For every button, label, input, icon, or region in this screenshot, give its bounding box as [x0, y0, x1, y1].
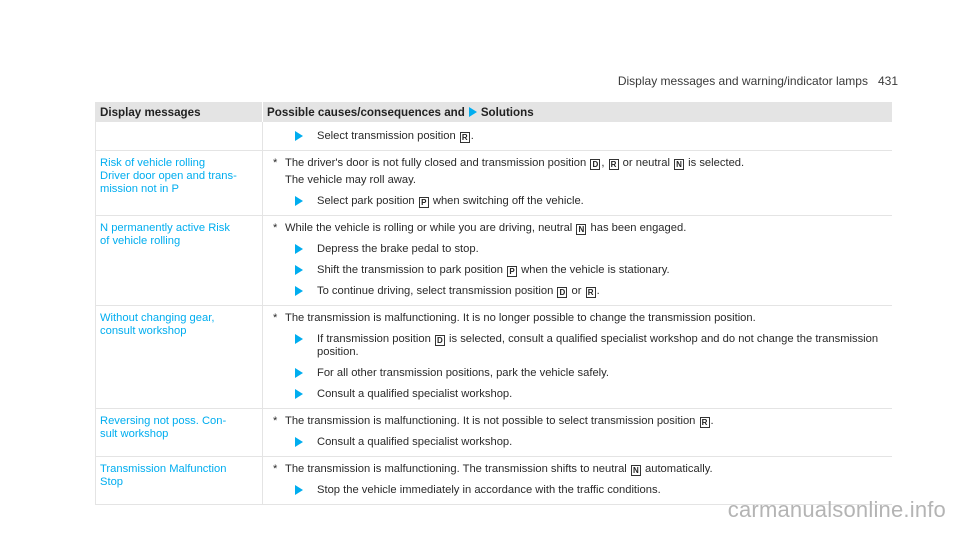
causes-solutions: [262, 409, 892, 456]
text-run: To continue driving, select transmission position: [317, 285, 557, 297]
text-run: The transmission is malfunctioning. The transmission shifts to neutral: [285, 463, 630, 475]
message-line: sult workshop: [100, 428, 169, 440]
display-message: [96, 122, 262, 150]
cause-text: [285, 312, 888, 325]
text-run: is selected, consult a qualified specialist workshop and do not change the transmission position.: [317, 333, 879, 358]
solution-text: [317, 436, 888, 449]
text-run: .: [470, 130, 474, 142]
text-run: Stop the vehicle immediately in accordance with the traffic conditions.: [317, 484, 661, 496]
cause-item: [267, 463, 888, 476]
message-line: of vehicle rolling: [100, 235, 181, 247]
solution-text: [317, 484, 888, 497]
message-line: mission not in P: [100, 183, 179, 195]
arrow-icon: [295, 437, 303, 447]
cause-text: [285, 222, 888, 235]
solution-item: [267, 333, 888, 359]
table-row: [96, 122, 892, 151]
text-run: Shift the transmission to park position: [317, 264, 507, 276]
causes-solutions: [262, 216, 892, 305]
arrow-icon: [295, 244, 303, 254]
table-row: [96, 306, 892, 409]
header-title: Display messages and warning/indicator lamps: [617, 74, 868, 88]
consequence-text: The vehicle may roll away.: [285, 174, 416, 186]
solution-text: [317, 264, 888, 277]
cause-text: [285, 415, 888, 428]
cause-marker: *: [273, 415, 278, 427]
cause-item: [267, 157, 888, 170]
gear-key-p-icon: P: [419, 197, 429, 208]
text-run: Consult a qualified specialist workshop.: [317, 388, 513, 400]
col-header-causes: [262, 102, 892, 122]
text-run: Consult a qualified specialist workshop.: [317, 436, 513, 448]
cause-text: [285, 463, 888, 476]
display-message: [96, 151, 262, 215]
text-run: when the vehicle is stationary.: [518, 264, 670, 276]
arrow-icon: [295, 286, 303, 296]
text-run: automatically.: [641, 463, 713, 475]
message-line: N permanently active Risk: [100, 222, 230, 234]
solution-item: [267, 264, 888, 277]
gear-key-n-icon: N: [576, 224, 586, 235]
cause-marker: *: [273, 222, 278, 234]
causes-solutions: [262, 151, 892, 215]
text-run: The transmission is malfunctioning. It is no longer possible to change the transmission position.: [285, 312, 756, 324]
cause-marker: *: [273, 312, 278, 324]
col-header-solutions: Solutions: [480, 105, 534, 119]
solution-item: [267, 388, 888, 401]
solution-text: [317, 388, 888, 401]
solution-item: [267, 285, 888, 298]
text-run: is selected.: [685, 157, 745, 169]
arrow-icon: [295, 485, 303, 495]
gear-key-n-icon: N: [674, 159, 684, 170]
gear-key-n-icon: N: [631, 465, 641, 476]
cause-marker: *: [273, 157, 278, 169]
message-line: Transmission Malfunction: [100, 463, 227, 475]
gear-key-d-icon: D: [590, 159, 600, 170]
text-run: has been engaged.: [587, 222, 687, 234]
arrow-icon: [295, 131, 303, 141]
arrow-icon: [295, 334, 303, 344]
cause-item: [267, 312, 888, 325]
gear-key-d-icon: D: [557, 287, 567, 298]
table-header: [96, 102, 892, 122]
solution-text: [317, 333, 888, 359]
solution-text: [317, 243, 888, 256]
cause-marker: *: [273, 463, 278, 475]
solution-item: [267, 243, 888, 256]
solution-text: [317, 285, 888, 298]
gear-key-r-icon: R: [609, 159, 619, 170]
gear-key-r-icon: R: [586, 287, 596, 298]
text-run: .: [710, 415, 714, 427]
message-line: Driver door open and trans-: [100, 170, 237, 182]
message-line: Without changing gear,: [100, 312, 215, 324]
arrow-icon: [295, 196, 303, 206]
text-run: or: [568, 285, 585, 297]
causes-solutions: [262, 122, 892, 150]
watermark: carmanualsonline.info: [727, 497, 946, 522]
arrow-icon: [469, 107, 477, 117]
display-message: [96, 306, 262, 408]
solution-text: [317, 195, 888, 208]
text-run: Select park position: [317, 195, 418, 207]
message-line: Risk of vehicle rolling: [100, 157, 206, 169]
solution-item: [267, 130, 888, 143]
arrow-icon: [295, 265, 303, 275]
col-header-causes-prefix: Possible causes/consequences and: [267, 105, 465, 119]
col-header-messages: Display messages: [100, 105, 201, 119]
solution-text: [317, 367, 888, 380]
solution-item: [267, 484, 888, 497]
display-message: [96, 409, 262, 456]
text-run: or neutral: [619, 157, 674, 169]
text-run: when switching off the vehicle.: [429, 195, 584, 207]
table-row: [96, 151, 892, 216]
gear-key-r-icon: R: [460, 132, 470, 143]
cause-item: [267, 222, 888, 235]
solution-text: [317, 130, 888, 143]
text-run: While the vehicle is rolling or while you are driving, neutral: [285, 222, 576, 234]
text-run: ,: [601, 157, 608, 169]
display-message: [96, 457, 262, 504]
text-run: The transmission is malfunctioning. It is not possible to select transmission position: [285, 415, 699, 427]
gear-key-d-icon: D: [435, 335, 445, 346]
cause-text: [285, 157, 888, 170]
solution-item: [267, 436, 888, 449]
gear-key-r-icon: R: [700, 417, 710, 428]
table-row: [96, 216, 892, 306]
cause-item: [267, 415, 888, 428]
page-header: [618, 74, 898, 88]
text-run: .: [596, 285, 600, 297]
table-body: [96, 122, 892, 505]
solution-item: [267, 195, 888, 208]
display-message: [96, 216, 262, 305]
message-line: Reversing not poss. Con-: [100, 415, 227, 427]
causes-solutions: [262, 306, 892, 408]
message-line: Stop: [100, 476, 124, 488]
text-run: If transmission position: [317, 333, 434, 345]
text-run: Depress the brake pedal to stop.: [317, 243, 479, 255]
arrow-icon: [295, 389, 303, 399]
text-run: The driver's door is not fully closed and transmission position: [285, 157, 590, 169]
messages-table: [95, 102, 892, 505]
arrow-icon: [295, 368, 303, 378]
solution-item: [267, 367, 888, 380]
gear-key-p-icon: P: [507, 266, 517, 277]
page-number: 431: [877, 74, 898, 88]
table-row: [96, 409, 892, 457]
text-run: For all other transmission positions, park the vehicle safely.: [317, 367, 610, 379]
message-line: consult workshop: [100, 325, 187, 337]
text-run: Select transmission position: [317, 130, 459, 142]
